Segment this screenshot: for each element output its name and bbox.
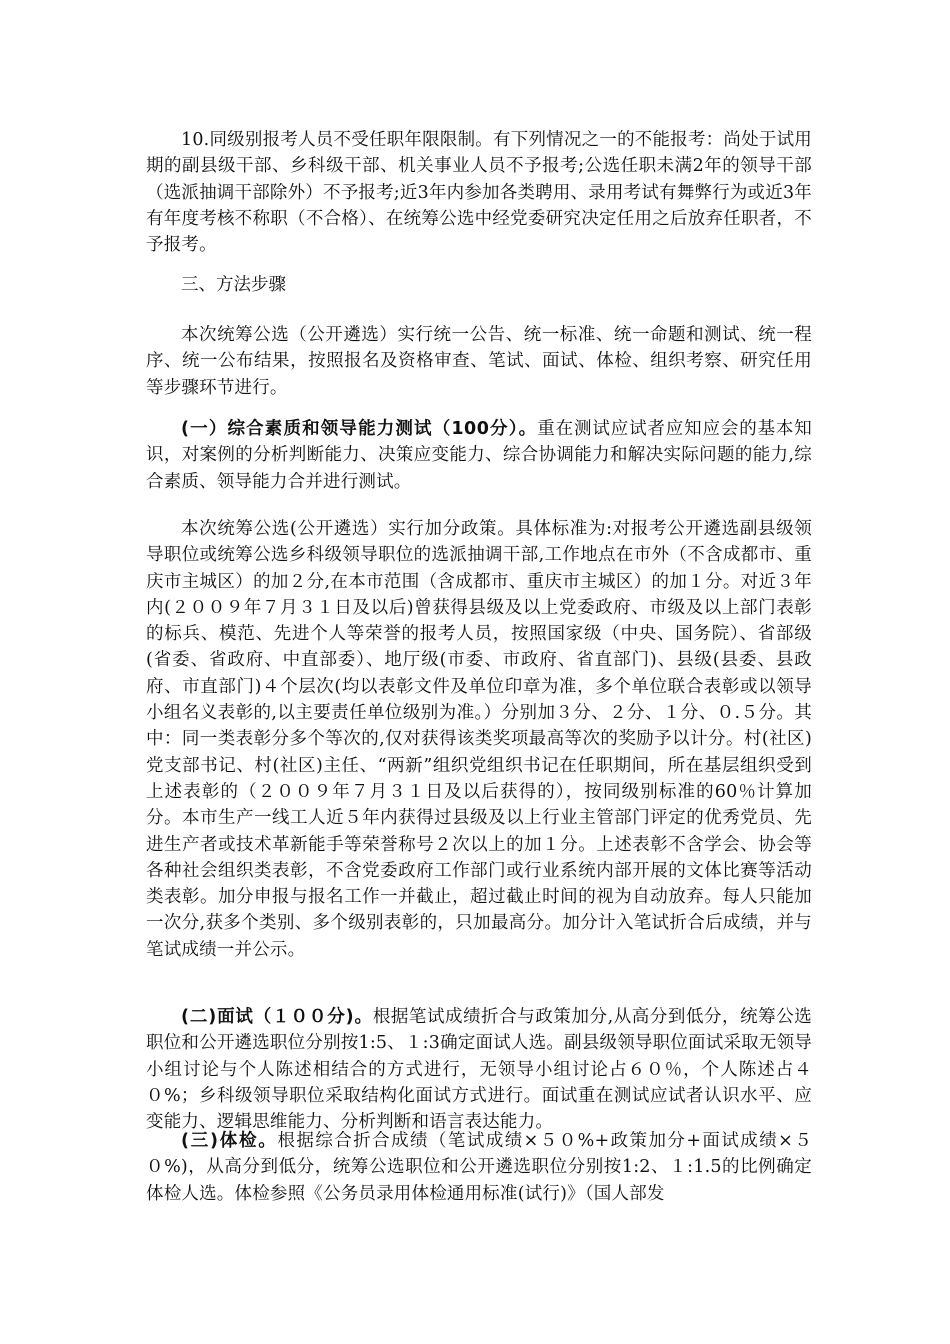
physical-exam-heading: (三)体检。 — [181, 1131, 278, 1151]
interview-heading: (二)面试（１００分)。 — [181, 1007, 373, 1027]
paragraph-written-test — [146, 416, 812, 495]
paragraph-eligibility: 10.同级别报考人员不受任职年限限制。有下列情况之一的不能报考：尚处于试用期的副县级干部、乡科级干部、机关事业人员不予报考;公选任职未满2年的领导干部（选派抽调干部除外）不予报考;近3年内参加各类聘用、录用考试有舞弊行为或近3年有年度考核不称职（不合格）、在统筹公选中经党委研究决定任用之后放弃任职者，不予报考。 — [146, 130, 812, 256]
paragraph-interview — [146, 1004, 812, 1135]
interview-body: 根据笔试成绩折合与政策加分,从高分到低分，统筹公选职位和公开遴选职位分别按1:5、１:3确定面试人选。副县级领导职位面试采取无领导小组讨论与个人陈述相结合的方式进行，无领导小组讨论占６０％，个人陈述占４０%；乡科级领导职位采取结构化面试方式进行。面试重在测试应试者认识水平、应变能力、逻辑思维能力、分析判断和语言表达能力。 — [146, 1007, 812, 1133]
written-test-body: 重在测试应试者应知应会的基本知识，对案例的分析判断能力、决策应变能力、综合协调能力和解决实际问题的能力,综合素质、领导能力合并进行测试。 — [146, 419, 812, 492]
paragraph-bonus-policy: 本次统筹公选(公开遴选）实行加分政策。具体标准为:对报考公开遴选副县级领导职位或统筹公选乡科级领导职位的选派抽调干部,工作地点在市外（不含成都市、重庆市主城区）的加２分,在本市范围（含成都市、重庆市主城区）的加１分。对近３年内(２００９年７月３１日及以后)曾获得县级及以上党委政府、市级及以上部门表彰的标兵、模范、先进个人等荣誉的报考人员，按照国家级（中央、国务院）、省部级(省委、省政府、中直部委）、地厅级(市委、市政府、省直部门)、县级(县委、县政府、市直部门)４个层次(均以表彰文件及单位印章为准，多个单位联合表彰或以领导小组名义表彰的,以主要责任单位级别为准。）分别加３分、２分、１分、０.５分。其中：同一类表彰分多个等次的,仅对获得该类奖项最高等次的奖励予以计分。村(社区)党支部书记、村(社区)主任、“两新”组织党组织书记在任职期间，所在基层组织受到上述表彰的（２００９年７月３１日及以后获得的），按同级别标准的60％计算加分。本市生产一线工人近５年内获得过县级及以上行业主管部门评定的优秀党员、先进生产者或技术革新能手等荣誉称号２次以上的加１分。上述表彰不含学会、协会等各种社会组织类表彰，不含党委政府工作部门或行业系统内部开展的文体比赛等活动类表彰。加分申报与报名工作一并截止，超过截止时间的视为自动放弃。每人只能加一次分,获多个类别、多个级别表彰的，只加最高分。加分计入笔试折合后成绩，并与笔试成绩一并公示。 — [146, 519, 812, 960]
physical-exam-body: 根据综合折合成绩（笔试成绩×５０%+政策加分+面试成绩×５０%)，从高分到低分，统筹公选职位和公开遴选职位分别按1:2、１:1.5的比例确定体检人选。体检参照《公务员录用体检通用标准(试行)》（国人部发 — [146, 1131, 812, 1204]
paragraph-method-overview: 本次统筹公选（公开遴选）实行统一公告、统一标准、统一命题和测试、统一程序、统一公布结果，按照报名及资格审查、笔试、面试、体检、组织考察、研究任用等步骤环节进行。 — [146, 325, 812, 398]
written-test-heading: (一）综合素质和领导能力测试（100分）。 — [181, 419, 538, 439]
section-title: 三、方法步骤 — [181, 275, 286, 295]
paragraph-physical-exam — [146, 1128, 812, 1207]
